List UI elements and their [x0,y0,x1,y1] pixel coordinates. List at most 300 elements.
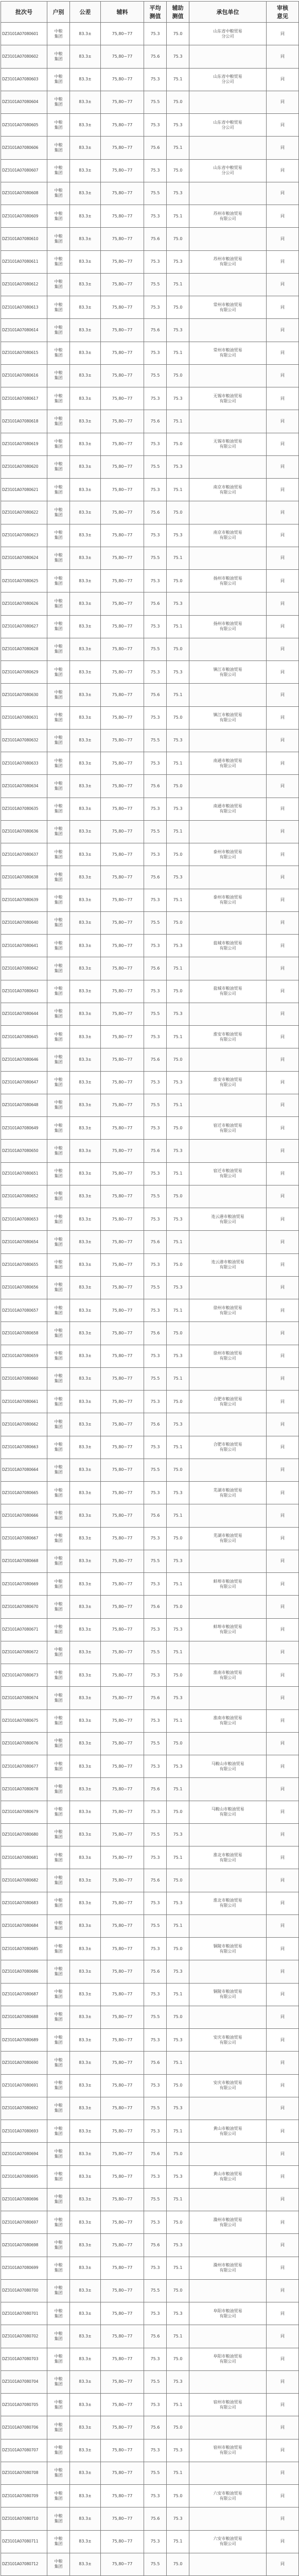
material-cell: 75,80~77 [101,1618,144,1641]
table-row [1,2188,299,2211]
tolerance-cell: 83.3± [70,1322,101,1345]
auxiliary-value-cell: 75.3 [167,2439,189,2462]
tolerance-cell: 83.3± [70,1983,101,2006]
material-cell: 75,80~77 [101,775,144,798]
auxiliary-value-cell: 75.3 [167,798,189,820]
auxiliary-value-cell: 75.0 [167,2143,189,2165]
table-row [1,2553,299,2575]
auxiliary-value-cell: 75.0 [167,501,189,524]
batch-number-cell: DZ3101A07080644 [1,1003,47,1025]
auxiliary-value-cell: 75.0 [167,91,189,113]
auxiliary-value-cell: 75.1 [167,1436,189,1459]
batch-number-cell: DZ3101A07080623 [1,524,47,547]
average-value-cell: 75.3 [144,1482,167,1504]
contractor-cell: 山东省中粮贸易 分公司 [189,159,267,182]
batch-number-cell: DZ3101A07080705 [1,2394,47,2416]
contractor-cell: 蚌埠市粮油贸易 有限公司 [189,1573,267,1596]
batch-number-cell: DZ3101A07080694 [1,2143,47,2165]
household-cell: 中粮 集团 [47,866,70,889]
tolerance-cell: 83.3± [70,2165,101,2188]
table-row [1,387,299,410]
average-value-cell: 75.3 [144,1208,167,1231]
batch-number-cell: DZ3101A07080691 [1,2074,47,2097]
batch-number-cell: DZ3101A07080667 [1,1527,47,1550]
average-value-cell: 75.5 [144,273,167,296]
batch-number-cell: DZ3101A07080684 [1,1914,47,1937]
tolerance-cell: 83.3± [70,364,101,387]
average-value-cell: 75.5 [144,1823,167,1846]
batch-number-cell: DZ3101A07080677 [1,1755,47,1778]
tolerance-cell: 83.3± [70,570,101,592]
material-cell: 75,80~77 [101,1391,144,1413]
tolerance-cell: 83.3± [70,1846,101,1869]
contractor-cell: 山东省中粮贸易 分公司 [189,114,267,137]
table-row [1,1071,299,1094]
material-cell: 75,80~77 [101,1664,144,1687]
tolerance-cell: 83.3± [70,1596,101,1618]
contractor-cell: 黄山市粮油贸易 有限公司 [189,2165,267,2188]
contractor-cell [189,137,267,159]
review-cell: 同 [267,524,299,547]
auxiliary-value-cell: 75.3 [167,45,189,68]
material-cell: 75,80~77 [101,1162,144,1185]
contractor-cell [189,1596,267,1618]
review-cell: 同 [267,1413,299,1436]
average-value-cell: 75.5 [144,1914,167,1937]
contractor-cell [189,1732,267,1755]
household-cell: 中粮 集团 [47,1391,70,1413]
batch-number-cell: DZ3101A07080608 [1,182,47,205]
contractor-cell: 镇江市粮油贸易 有限公司 [189,706,267,729]
material-cell: 75,80~77 [101,1459,144,1481]
auxiliary-value-cell: 75.0 [167,2485,189,2507]
household-cell: 中粮 集团 [47,319,70,342]
table-row [1,2074,299,2097]
material-cell: 75,80~77 [101,1709,144,1732]
review-cell: 同 [267,547,299,569]
material-cell: 75,80~77 [101,1550,144,1572]
batch-number-cell: DZ3101A07080655 [1,1253,47,1276]
average-value-cell: 75.6 [144,684,167,706]
batch-number-cell: DZ3101A07080704 [1,2370,47,2393]
average-value-cell: 75.5 [144,547,167,569]
material-cell: 75,80~77 [101,1048,144,1071]
average-value-cell: 75.3 [144,2394,167,2416]
review-cell: 同 [267,729,299,752]
review-cell: 同 [267,1026,299,1048]
table-row [1,1459,299,1481]
review-cell: 同 [267,387,299,410]
batch-number-cell: DZ3101A07080661 [1,1391,47,1413]
household-cell: 中粮 集团 [47,2348,70,2370]
auxiliary-value-cell: 75.0 [167,1664,189,1687]
table-row [1,980,299,1003]
contractor-cell [189,1231,267,1253]
review-cell: 同 [267,661,299,684]
household-cell: 中粮 集团 [47,2120,70,2143]
batch-number-cell: DZ3101A07080676 [1,1732,47,1755]
auxiliary-value-cell: 75.3 [167,1071,189,1094]
tolerance-cell: 83.3± [70,2097,101,2120]
batch-number-cell: DZ3101A07080660 [1,1367,47,1390]
review-cell: 同 [267,1140,299,1162]
tolerance-cell: 83.3± [70,2325,101,2348]
tolerance-cell: 83.3± [70,1892,101,1914]
material-cell: 75,80~77 [101,296,144,319]
material-cell: 75,80~77 [101,1801,144,1823]
average-value-cell: 75.3 [144,615,167,638]
tolerance-cell: 83.3± [70,410,101,433]
review-cell: 同 [267,889,299,911]
table-row [1,1026,299,1048]
batch-number-cell: DZ3101A07080622 [1,501,47,524]
household-cell: 中粮 集团 [47,1755,70,1778]
household-cell: 中粮 集团 [47,615,70,638]
review-cell: 同 [267,706,299,729]
household-cell: 中粮 集团 [47,1231,70,1253]
table-row [1,2507,299,2530]
household-cell: 中粮 集团 [47,1869,70,1892]
household-cell: 中粮 集团 [47,182,70,205]
review-cell: 同 [267,2507,299,2530]
table-row [1,1801,299,1823]
material-cell: 75,80~77 [101,2325,144,2348]
batch-number-cell: DZ3101A07080613 [1,296,47,319]
household-cell: 中粮 集团 [47,2302,70,2325]
contractor-cell [189,684,267,706]
auxiliary-value-cell: 75.3 [167,250,189,273]
average-value-cell: 75.6 [144,2416,167,2439]
batch-number-cell: DZ3101A07080702 [1,2325,47,2348]
material-cell: 75,80~77 [101,479,144,501]
tolerance-cell: 83.3± [70,729,101,752]
table-row [1,2052,299,2074]
auxiliary-value-cell: 75.3 [167,2234,189,2257]
contractor-cell: 铜陵市粮油贸易 有限公司 [189,1938,267,1960]
contractor-cell: 南京市粮油贸易 有限公司 [189,479,267,501]
average-value-cell: 75.5 [144,638,167,660]
material-cell: 75,80~77 [101,706,144,729]
batch-number-cell: DZ3101A07080701 [1,2302,47,2325]
average-value-cell: 75.3 [144,1026,167,1048]
tolerance-cell: 83.3± [70,319,101,342]
auxiliary-value-cell: 75.0 [167,843,189,866]
material-cell: 75,80~77 [101,1071,144,1094]
auxiliary-value-cell: 75.3 [167,935,189,957]
batch-number-cell: DZ3101A07080650 [1,1140,47,1162]
table-row [1,1869,299,1892]
household-cell: 中粮 集团 [47,114,70,137]
auxiliary-value-cell: 75.1 [167,615,189,638]
auxiliary-value-cell: 75.1 [167,2120,189,2143]
col-batch-header: 批次号 [1,2,47,23]
contractor-cell [189,592,267,615]
batch-number-cell: DZ3101A07080708 [1,2462,47,2484]
review-cell: 同 [267,1436,299,1459]
tolerance-cell: 83.3± [70,2416,101,2439]
auxiliary-value-cell: 75.0 [167,638,189,660]
auxiliary-value-cell: 75.0 [167,911,189,934]
table-row [1,957,299,980]
contractor-cell: 山东省中粮贸易 分公司 [189,23,267,45]
auxiliary-value-cell: 75.3 [167,2029,189,2052]
contractor-cell: 苏州市粮油贸易 有限公司 [189,205,267,228]
batch-number-cell: DZ3101A07080678 [1,1778,47,1801]
review-cell: 同 [267,228,299,250]
household-cell: 中粮 集团 [47,1618,70,1641]
average-value-cell: 75.3 [144,980,167,1003]
batch-number-cell: DZ3101A07080635 [1,798,47,820]
household-cell: 中粮 集团 [47,1527,70,1550]
material-cell: 75,80~77 [101,1892,144,1914]
table-row [1,2325,299,2348]
average-value-cell: 75.6 [144,1231,167,1253]
table-row [1,775,299,798]
contractor-cell: 南京市粮油贸易 有限公司 [189,524,267,547]
material-cell: 75,80~77 [101,387,144,410]
average-value-cell: 75.6 [144,1960,167,1983]
batch-number-cell: DZ3101A07080710 [1,2507,47,2530]
contractor-cell: 徐州市粮油贸易 有限公司 [189,1345,267,1367]
contractor-cell: 苏州市粮油贸易 有限公司 [189,250,267,273]
table-row [1,1003,299,1025]
household-cell: 中粮 集团 [47,2485,70,2507]
table-row [1,2120,299,2143]
household-cell: 中粮 集团 [47,2279,70,2302]
household-cell: 中粮 集团 [47,2052,70,2074]
household-cell: 中粮 集团 [47,1641,70,1664]
batch-number-cell: DZ3101A07080637 [1,843,47,866]
review-cell: 同 [267,1664,299,1687]
review-cell: 同 [267,182,299,205]
table-row [1,1413,299,1436]
auxiliary-value-cell: 75.0 [167,706,189,729]
table-row [1,1140,299,1162]
batch-number-cell: DZ3101A07080647 [1,1071,47,1094]
material-cell: 75,80~77 [101,1846,144,1869]
review-cell: 同 [267,45,299,68]
material-cell: 75,80~77 [101,1482,144,1504]
batch-number-cell: DZ3101A07080610 [1,228,47,250]
contractor-cell: 安庆市粮油贸易 有限公司 [189,2029,267,2052]
batch-number-cell: DZ3101A07080612 [1,273,47,296]
contractor-cell [189,2052,267,2074]
batch-number-cell: DZ3101A07080696 [1,2188,47,2211]
tolerance-cell: 83.3± [70,91,101,113]
auxiliary-value-cell: 75.3 [167,2507,189,2530]
review-cell: 同 [267,1048,299,1071]
tolerance-cell: 83.3± [70,1641,101,1664]
tolerance-cell: 83.3± [70,2507,101,2530]
average-value-cell: 75.6 [144,137,167,159]
review-cell: 同 [267,1345,299,1367]
material-cell: 75,80~77 [101,1026,144,1048]
average-value-cell: 75.3 [144,1983,167,2006]
material-cell: 75,80~77 [101,2370,144,2393]
average-value-cell: 75.6 [144,1048,167,1071]
material-cell: 75,80~77 [101,2394,144,2416]
material-cell: 75,80~77 [101,68,144,91]
household-cell: 中粮 集团 [47,980,70,1003]
table-row [1,1732,299,1755]
household-cell: 中粮 集团 [47,843,70,866]
review-cell: 同 [267,2188,299,2211]
average-value-cell: 75.3 [144,1527,167,1550]
household-cell: 中粮 集团 [47,23,70,45]
household-cell: 中粮 集团 [47,1140,70,1162]
auxiliary-value-cell: 75.3 [167,387,189,410]
table-row [1,1709,299,1732]
table-row [1,1846,299,1869]
table-row [1,182,299,205]
household-cell: 中粮 集团 [47,296,70,319]
household-cell: 中粮 集团 [47,1208,70,1231]
auxiliary-value-cell: 75.0 [167,1391,189,1413]
material-cell: 75,80~77 [101,91,144,113]
table-row [1,228,299,250]
auxiliary-value-cell: 75.0 [167,228,189,250]
contractor-cell: 盐城市粮油贸易 有限公司 [189,980,267,1003]
tolerance-cell: 83.3± [70,1231,101,1253]
tolerance-cell: 83.3± [70,889,101,911]
average-value-cell: 75.5 [144,91,167,113]
review-cell: 同 [267,2416,299,2439]
review-cell: 同 [267,501,299,524]
average-value-cell: 75.3 [144,1709,167,1732]
material-cell: 75,80~77 [101,866,144,889]
average-value-cell: 75.6 [144,1322,167,1345]
auxiliary-value-cell: 75.1 [167,2325,189,2348]
average-value-cell: 75.3 [144,889,167,911]
table-row [1,1823,299,1846]
contractor-cell [189,273,267,296]
tolerance-cell: 83.3± [70,1778,101,1801]
average-value-cell: 75.3 [144,2165,167,2188]
contractor-cell: 淮南市粮油贸易 有限公司 [189,1664,267,1687]
average-value-cell: 75.3 [144,661,167,684]
tolerance-cell: 83.3± [70,1960,101,1983]
tolerance-cell: 83.3± [70,706,101,729]
material-cell: 75,80~77 [101,1276,144,1299]
household-cell: 中粮 集团 [47,1823,70,1846]
contractor-cell: 阜阳市粮油贸易 有限公司 [189,2302,267,2325]
auxiliary-value-cell: 75.1 [167,1778,189,1801]
table-row [1,479,299,501]
household-cell: 中粮 集团 [47,2006,70,2028]
household-cell: 中粮 集团 [47,1094,70,1116]
average-value-cell: 75.6 [144,866,167,889]
household-cell: 中粮 集团 [47,2462,70,2484]
auxiliary-value-cell: 75.0 [167,1253,189,1276]
contractor-cell: 常州市粮油贸易 有限公司 [189,342,267,364]
review-cell: 同 [267,1983,299,2006]
review-cell: 同 [267,23,299,45]
tolerance-cell: 83.3± [70,1413,101,1436]
batch-number-cell: DZ3101A07080693 [1,2120,47,2143]
contractor-cell: 淮北市粮油贸易 有限公司 [189,1892,267,1914]
batch-number-cell: DZ3101A07080646 [1,1048,47,1071]
tolerance-cell: 83.3± [70,205,101,228]
material-cell: 75,80~77 [101,1687,144,1709]
batch-number-cell: DZ3101A07080666 [1,1504,47,1527]
average-value-cell: 75.6 [144,2143,167,2165]
batch-number-cell: DZ3101A07080670 [1,1596,47,1618]
material-cell: 75,80~77 [101,319,144,342]
review-cell: 同 [267,364,299,387]
table-row [1,752,299,775]
batch-number-cell: DZ3101A07080659 [1,1345,47,1367]
material-cell: 75,80~77 [101,1117,144,1140]
batch-number-cell: DZ3101A07080628 [1,638,47,660]
table-row [1,2097,299,2120]
batch-number-cell: DZ3101A07080690 [1,2052,47,2074]
tolerance-cell: 83.3± [70,775,101,798]
review-cell: 同 [267,2120,299,2143]
auxiliary-value-cell: 75.1 [167,410,189,433]
household-cell: 中粮 集团 [47,2370,70,2393]
contractor-cell: 南通市粮油贸易 有限公司 [189,798,267,820]
material-cell: 75,80~77 [101,137,144,159]
household-cell: 中粮 集团 [47,1459,70,1481]
review-cell: 同 [267,2029,299,2052]
auxiliary-value-cell: 75.3 [167,1823,189,1846]
table-row [1,205,299,228]
auxiliary-value-cell: 75.1 [167,1026,189,1048]
contractor-cell [189,1504,267,1527]
auxiliary-value-cell: 75.0 [167,2074,189,2097]
household-cell: 中粮 集团 [47,2234,70,2257]
review-cell: 同 [267,1322,299,1345]
batch-number-cell: DZ3101A07080665 [1,1482,47,1504]
review-cell: 同 [267,2097,299,2120]
average-value-cell: 75.6 [144,2325,167,2348]
household-cell: 中粮 集团 [47,524,70,547]
household-cell: 中粮 集团 [47,1709,70,1732]
tolerance-cell: 83.3± [70,2394,101,2416]
review-cell: 同 [267,2325,299,2348]
household-cell: 中粮 集团 [47,1367,70,1390]
material-cell: 75,80~77 [101,798,144,820]
auxiliary-value-cell: 75.0 [167,159,189,182]
auxiliary-value-cell: 75.0 [167,2006,189,2028]
material-cell: 75,80~77 [101,1322,144,1345]
table-row [1,2394,299,2416]
auxiliary-value-cell: 75.1 [167,2394,189,2416]
average-value-cell: 75.3 [144,706,167,729]
batch-number-cell: DZ3101A07080669 [1,1573,47,1596]
auxiliary-value-cell: 75.0 [167,23,189,45]
review-cell: 同 [267,410,299,433]
average-value-cell: 75.3 [144,1846,167,1869]
auxiliary-value-cell: 75.0 [167,1185,189,1208]
tolerance-cell: 83.3± [70,980,101,1003]
review-cell: 同 [267,1003,299,1025]
average-value-cell: 75.3 [144,1299,167,1322]
average-value-cell: 75.3 [144,1117,167,1140]
table-row [1,2165,299,2188]
tolerance-cell: 83.3± [70,1162,101,1185]
material-cell: 75,80~77 [101,1755,144,1778]
table-row [1,1391,299,1413]
contractor-cell: 连云港市粮油贸易 有限公司 [189,1208,267,1231]
material-cell: 75,80~77 [101,1596,144,1618]
contractor-cell [189,45,267,68]
table-row [1,1094,299,1116]
household-cell: 中粮 集团 [47,501,70,524]
average-value-cell: 75.3 [144,1162,167,1185]
household-cell: 中粮 集团 [47,638,70,660]
table-row [1,1687,299,1709]
